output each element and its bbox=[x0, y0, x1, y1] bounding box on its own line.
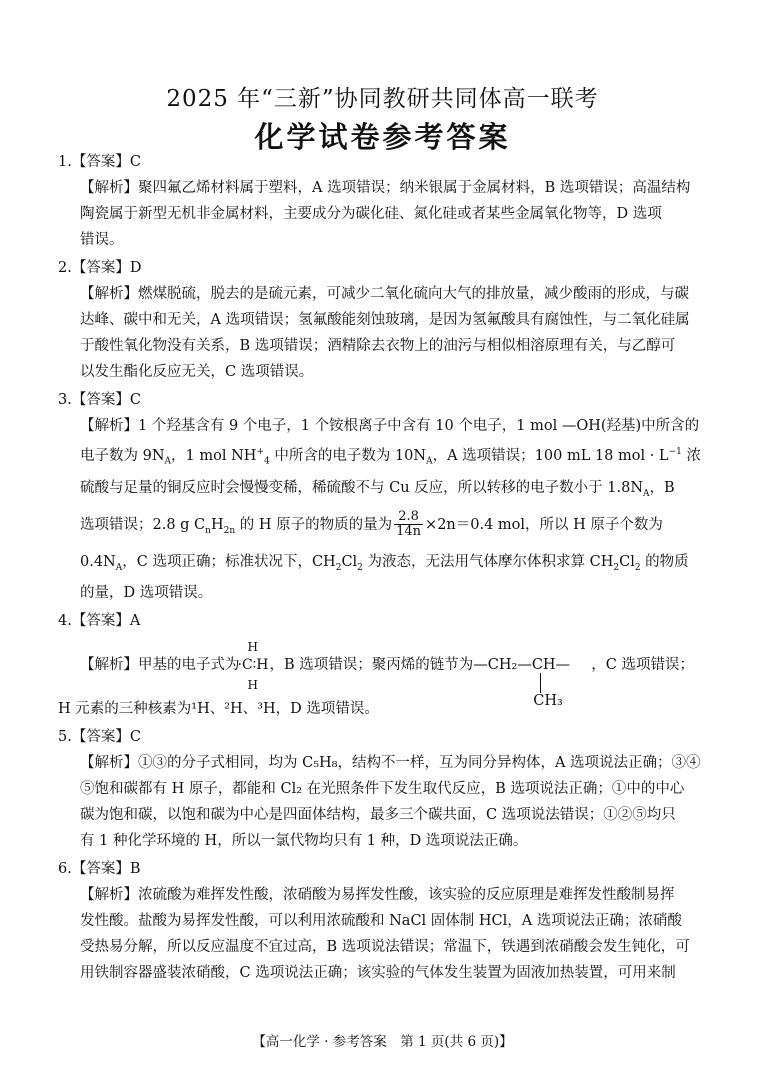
answer-label: 1.【答案】C bbox=[58, 154, 141, 170]
text-line: 错误。 bbox=[80, 232, 124, 248]
text-line: 碳为饱和碳，以饱和碳为中心是四面体结构，最多三个碳共面，C 选项说法错误；①②⑤均只 bbox=[80, 807, 676, 824]
answer-label: 5.【答案】C bbox=[58, 729, 141, 746]
document-title: 化学试卷参考答案 bbox=[254, 120, 511, 154]
answer-item-1 bbox=[58, 150, 706, 253]
answer-content bbox=[58, 150, 706, 989]
analysis-text bbox=[58, 750, 706, 854]
electron-formula: H ·C∶H H bbox=[237, 640, 269, 693]
text-line: $0.4N_A$，C 选项正确；标准状况下，$CH_2Cl_2$ 为液态，无法用气体摩尔体积求算 $CH_2Cl_2$ 的物质 bbox=[80, 553, 689, 573]
text-line: 发性酸。盐酸为易挥发性酸，可以利用浓硫酸和 NaCl 固体制 HCl，A 选项说法正确；浓硝酸 bbox=[80, 913, 682, 930]
answer-item-2 bbox=[58, 256, 706, 385]
analysis-text bbox=[58, 281, 706, 385]
text-line: 达峰、碳中和无关，A 选项错误；氢氟酸能刻蚀玻璃，是因为氢氟酸具有腐蚀性，与二氧化硅属 bbox=[80, 312, 690, 328]
exam-title: 2025 年“三新”协同教研共同体高一联考 bbox=[166, 86, 599, 112]
answer-label: 6.【答案】B bbox=[58, 861, 141, 878]
text-line: 受热易分解，所以反应温度不宜过高，B 选项说法错误；常温下，铁遇到浓硝酸会发生钝化，可 bbox=[80, 939, 690, 956]
answer-label: 3.【答案】C bbox=[58, 392, 141, 408]
text-line: 于酸性氧化物没有关系，B 选项错误；酒精除去衣物上的油污与相似相溶原理有关，与乙醇可 bbox=[80, 338, 676, 354]
analysis-text bbox=[58, 413, 706, 606]
text-line: 硫酸与足量的铜反应时会慢慢变稀，稀硫酸不与 Cu 反应，所以转移的电子数小于 $1.8N_A$，B bbox=[80, 479, 675, 499]
answer-label: 2.【答案】D bbox=[58, 260, 142, 276]
text-line: 【解析】甲基的电子式为 H ·C∶H H ，B 选项错误；聚丙烯的链节为 —CH₂—CH— CH₃ ，C 选项错误； bbox=[80, 640, 694, 710]
text-line: 【解析】浓硫酸为难挥发性酸，浓硝酸为易挥发性酸，该实验的反应原理是难挥发性酸制易挥 bbox=[80, 887, 675, 904]
text-line: 有 1 种化学环境的 H，所以一氯代物均只有 1 种，D 选项说法正确。 bbox=[80, 833, 528, 850]
text-line: 【解析】1 个羟基含有 9 个电子，1 个铵根离子中含有 10 个电子，1 mol —OH(羟基)中所含的 bbox=[80, 418, 700, 434]
page-footer: 【高一化学 · 参考答案 第 1 页(共 6 页)】 bbox=[252, 1034, 513, 1050]
answer-item-3 bbox=[58, 388, 706, 606]
answer-item-5 bbox=[58, 725, 706, 854]
analysis-text bbox=[58, 882, 706, 986]
polypropylene-unit: —CH₂—CH— CH₃ bbox=[473, 657, 571, 710]
text-line: H 元素的三种核素为¹H、²H、³H，D 选项错误。 bbox=[58, 701, 379, 718]
analysis-text bbox=[58, 175, 706, 253]
answer-item-6 bbox=[58, 857, 706, 986]
text-line: 陶瓷属于新型无机非金属材料，主要成分为碳化硅、氮化硅或者某些金属氧化物等，D 选项 bbox=[80, 206, 662, 222]
text-line: 的量，D 选项错误。 bbox=[80, 585, 213, 602]
text-line: 【解析】①③的分子式相同，均为 C₅H₈，结构不一样，互为同分异构体，A 选项说法正确；③④ bbox=[80, 755, 701, 772]
text-line: 电子数为 $9N_A$，1 mol $NH^+_4$ 中所含的电子数为 $10N_A$，A 选项错误；100 mL 18 mol · $L^{-1}$ 浓 bbox=[80, 447, 701, 467]
text-line: 选项错误；2.8 g $C_nH_{2n}$ 的 H 原子的物质的量为 $\frac{2.8}{14n}$ ×2n＝0.4 mol，所以 H 原子个数为 bbox=[80, 509, 663, 540]
text-line: 【解析】聚四氟乙烯材料属于塑料，A 选项错误；纳米银属于金属材料，B 选项错误；高温结构 bbox=[80, 180, 691, 196]
answer-item-4 bbox=[58, 609, 706, 722]
text-line: ⑤饱和碳都有 H 原子，都能和 Cl₂ 在光照条件下发生取代反应，B 选项说法正确；①中的中心 bbox=[80, 781, 685, 798]
text-line: 【解析】燃煤脱硫，脱去的是硫元素，可减少二氧化硫向大气的排放量，减少酸雨的形成，与碳 bbox=[80, 286, 689, 302]
answer-label: 4.【答案】A bbox=[58, 613, 141, 630]
text-line: 用铁制容器盛装浓硝酸，C 选项说法正确；该实验的气体发生装置为固液加热装置，可用来制 bbox=[80, 965, 676, 982]
fraction: $\frac{2.8}{14n}$ bbox=[396, 509, 422, 540]
text-line: 以发生酯化反应无关，C 选项错误。 bbox=[80, 364, 314, 380]
